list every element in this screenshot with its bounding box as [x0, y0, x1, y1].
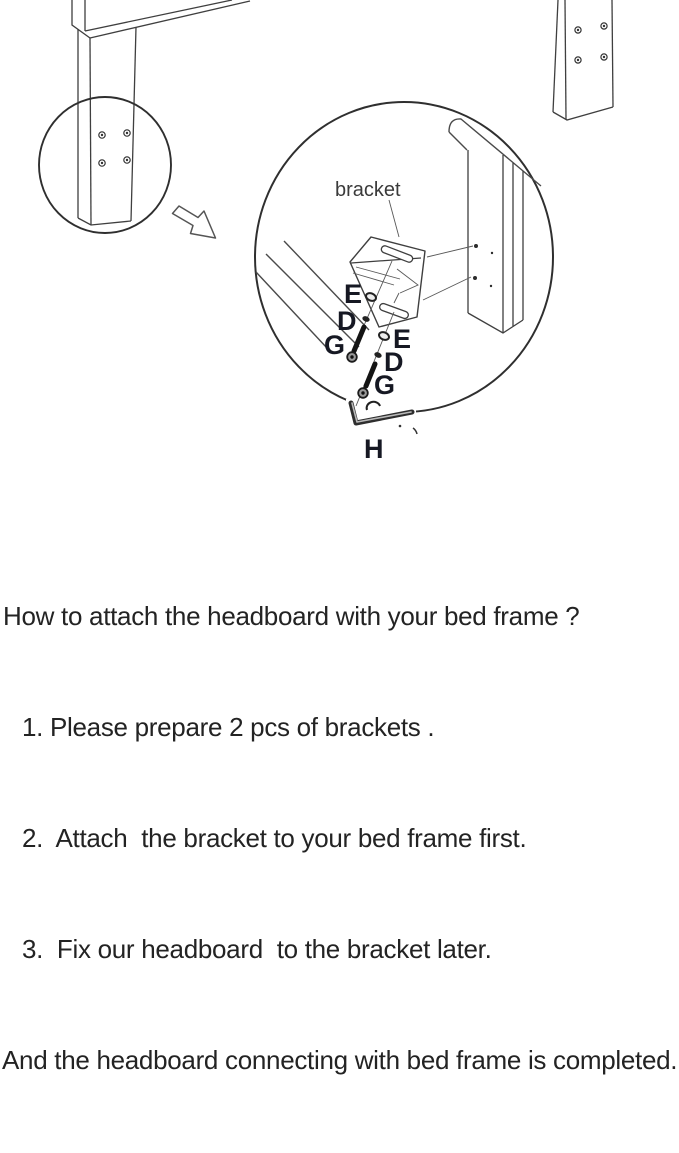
assembly-diagram: [0, 0, 679, 520]
instruction-step-2: 2. Attach the bracket to your bed frame first.: [22, 823, 527, 853]
instructions-heading: How to attach the headboard with your bed frame ?: [3, 601, 580, 631]
instruction-step-3: 3. Fix our headboard to the bracket later.: [22, 934, 492, 964]
leg-screw-holes: [99, 130, 130, 166]
callout-G-1: G: [324, 330, 346, 360]
instruction-step-1: 1. Please prepare 2 pcs of brackets .: [22, 712, 435, 742]
callout-D-1: D: [337, 306, 357, 336]
bracket-label: bracket: [335, 179, 401, 201]
bracket-leader-line: [389, 200, 399, 237]
callout-D-2: D: [384, 347, 404, 377]
washer-E-2: [378, 331, 390, 342]
callout-E-1: E: [344, 279, 363, 309]
leader-line-top-hole: [427, 246, 473, 257]
arrow-icon: [173, 206, 216, 238]
leader-line-bottom-hole: [423, 277, 471, 300]
instruction-text-block: [0, 524, 679, 1153]
magnified-bed-post: [449, 119, 541, 333]
post-screw-holes: [575, 23, 607, 63]
headboard-leg-drawing: [39, 0, 250, 233]
callout-G-2: G: [374, 370, 396, 400]
circle-bottom-specks: [399, 425, 417, 434]
callout-E-2: E: [393, 324, 412, 354]
bed-frame-post-drawing: [553, 0, 613, 120]
callout-H: H: [364, 434, 384, 464]
instructions-conclusion: And the headboard connecting with bed frame is completed.: [2, 1045, 678, 1075]
